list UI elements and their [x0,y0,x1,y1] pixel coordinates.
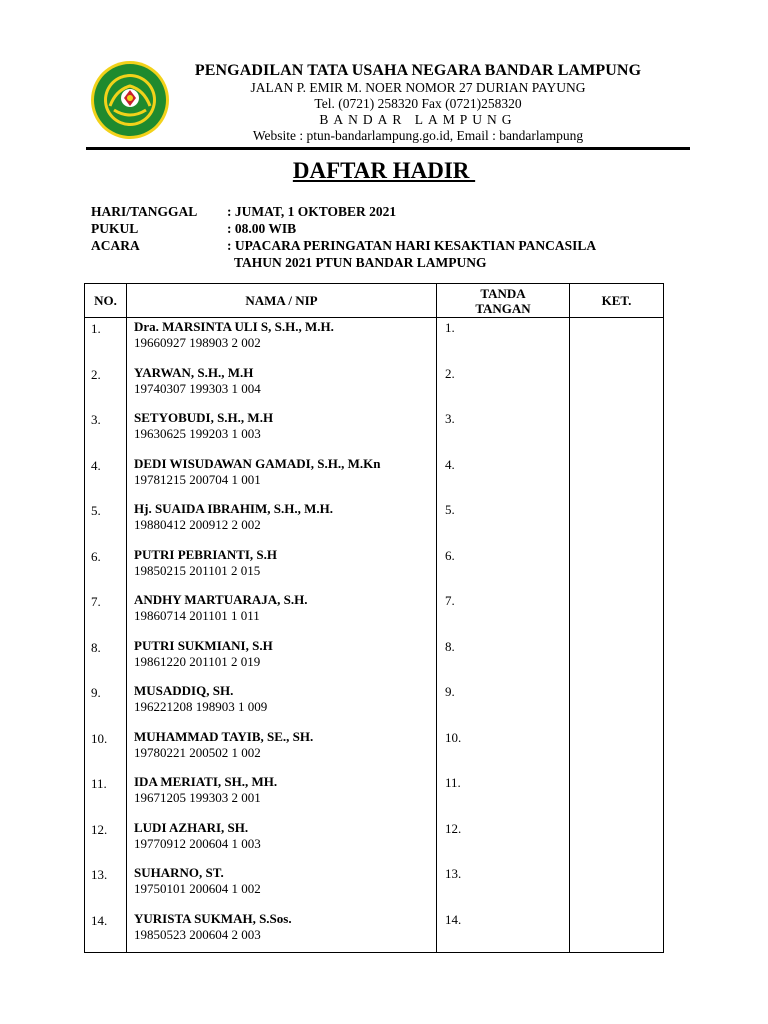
list-item [127,364,436,410]
attendee-nip: 19850215 201101 2 015 [134,562,261,578]
list-item [85,364,126,410]
list-item [85,455,126,501]
list-item [85,682,126,728]
letterhead [168,61,668,144]
no-column [85,318,127,953]
event-value-cont: TAHUN 2021 PTUN BANDAR LAMPUNG [234,255,487,270]
list-item [85,409,126,455]
attendance-table [84,283,664,953]
signature-slot: 8. [445,638,455,654]
signature-slot: 5. [445,502,455,517]
header-name: NAMA / NIP [127,284,437,318]
court-logo [90,60,170,140]
signature-slot: 14. [445,911,462,927]
document-title: DAFTAR HADIR [292,158,476,183]
list-item [437,682,569,728]
row-number: 4. [91,457,101,473]
attendee-name: Dra. MARSINTA ULI S, S.H., M.H. [134,319,334,334]
list-item [127,318,436,364]
signature-column [437,318,570,953]
institution-address: JALAN P. EMIR M. NOER NOMOR 27 DURIAN PAYUNG [250,80,586,95]
list-item [85,864,126,910]
attendee-name: MUSADDIQ, SH. [134,683,234,698]
list-item [127,409,436,455]
name-column [127,318,437,953]
row-number: 7. [91,594,101,609]
attendee-name: DEDI WISUDAWAN GAMADI, S.H., M.Kn [134,455,381,471]
signature-slot: 10. [445,729,462,745]
row-number: 1. [91,321,101,336]
list-item [437,364,569,410]
list-item [437,637,569,683]
list-item [437,455,569,501]
table-body-row [85,318,664,953]
letterhead-divider [86,147,690,150]
remarks-column [570,318,664,953]
list-item [127,591,436,637]
list-item [437,910,569,952]
list-item [127,546,436,592]
list-item [127,637,436,683]
list-item [85,500,126,546]
attendee-nip: 19740307 199303 1 004 [134,380,261,396]
signature-slot: 1. [445,320,455,335]
attendee-name: PUTRI PEBRIANTI, S.H [134,546,278,562]
attendee-name: YARWAN, S.H., M.H [134,364,254,380]
row-number: 12. [91,821,108,837]
header-signature [437,284,570,318]
list-item [127,773,436,819]
attendee-nip: 19630625 199203 1 003 [134,426,261,441]
attendee-name: LUDI AZHARI, SH. [134,819,249,835]
day-label: HARI/TANGGAL [91,204,198,219]
list-item [437,591,569,637]
list-item [85,819,126,865]
attendee-name: MUHAMMAD TAYIB, SE., SH. [134,728,314,744]
attendee-nip: 19781215 200704 1 001 [134,471,261,487]
list-item [437,318,569,364]
header-signature-line1: TANDA [480,285,526,301]
row-number: 3. [91,412,101,427]
list-item [437,546,569,592]
institution-name: PENGADILAN TATA USAHA NEGARA BANDAR LAMPUNG [194,62,642,79]
list-item [85,728,126,774]
signature-slot: 4. [445,456,455,472]
row-number: 9. [91,685,101,700]
institution-phone: Tel. (0721) 258320 Fax (0721)258320 [314,96,522,111]
list-item [437,819,569,865]
signature-slot: 13. [445,866,462,881]
time-value: : 08.00 WIB [227,221,297,236]
header-no: NO. [85,284,127,318]
list-item [85,591,126,637]
attendee-nip: 19770912 200604 1 003 [134,835,261,851]
row-number: 2. [91,366,101,382]
row-number: 11. [91,776,107,791]
list-item [437,773,569,819]
list-item [127,910,436,952]
attendee-nip: 19861220 201101 2 019 [134,653,261,669]
list-item [437,500,569,546]
row-number: 6. [91,548,101,564]
time-label: PUKUL [91,221,139,236]
attendee-nip: 19750101 200604 1 002 [134,881,261,896]
day-value: : JUMAT, 1 OKTOBER 2021 [227,204,397,219]
attendee-name: Hj. SUAIDA IBRAHIM, S.H., M.H. [134,501,333,516]
signature-slot: 2. [445,365,455,381]
list-item [85,546,126,592]
row-number: 13. [91,867,108,882]
signature-slot: 11. [445,775,461,790]
list-item [127,682,436,728]
attendee-nip: 19780221 200502 1 002 [134,744,261,760]
list-item [127,819,436,865]
attendee-name: SETYOBUDI, S.H., M.H [134,410,274,425]
signature-slot: 7. [445,593,455,608]
list-item [127,500,436,546]
list-item [85,773,126,819]
attendee-nip: 19850523 200604 2 003 [134,926,261,942]
row-number: 5. [91,503,101,518]
attendee-nip: 19880412 200912 2 002 [134,517,261,532]
list-item [437,728,569,774]
attendee-name: IDA MERIATI, SH., MH. [134,774,278,789]
row-number: 8. [91,639,101,655]
institution-city: BANDAR LAMPUNG [319,112,517,127]
attendee-nip: 19671205 199303 2 001 [134,790,261,805]
event-label: ACARA [91,238,140,253]
list-item [85,910,126,952]
attendee-name: SUHARNO, ST. [134,865,224,880]
signature-slot: 6. [445,547,455,563]
header-remarks: KET. [570,284,664,318]
institution-web: Website : ptun-bandarlampung.go.id, Email : bandarlampung [252,128,584,143]
attendee-name: PUTRI SUKMIANI, S.H [134,637,273,653]
row-number: 14. [91,912,108,928]
header-signature-line2: TANGAN [475,300,531,316]
signature-slot: 3. [445,411,455,426]
list-item [127,728,436,774]
attendee-nip: 19860714 201101 1 011 [134,608,260,623]
event-value: : UPACARA PERINGATAN HARI KESAKTIAN PANCASILA [227,238,597,253]
attendee-nip: 196221208 198903 1 009 [134,699,268,714]
list-item [437,409,569,455]
signature-slot: 9. [445,684,455,699]
list-item [437,864,569,910]
signature-slot: 12. [445,820,462,836]
row-number: 10. [91,730,108,746]
list-item [85,637,126,683]
table-header-row [85,284,664,318]
list-item [85,318,126,364]
list-item [127,864,436,910]
attendee-nip: 19660927 198903 2 002 [134,335,261,350]
attendee-name: ANDHY MARTUARAJA, S.H. [134,592,308,607]
list-item [127,455,436,501]
attendee-name: YURISTA SUKMAH, S.Sos. [134,910,292,926]
